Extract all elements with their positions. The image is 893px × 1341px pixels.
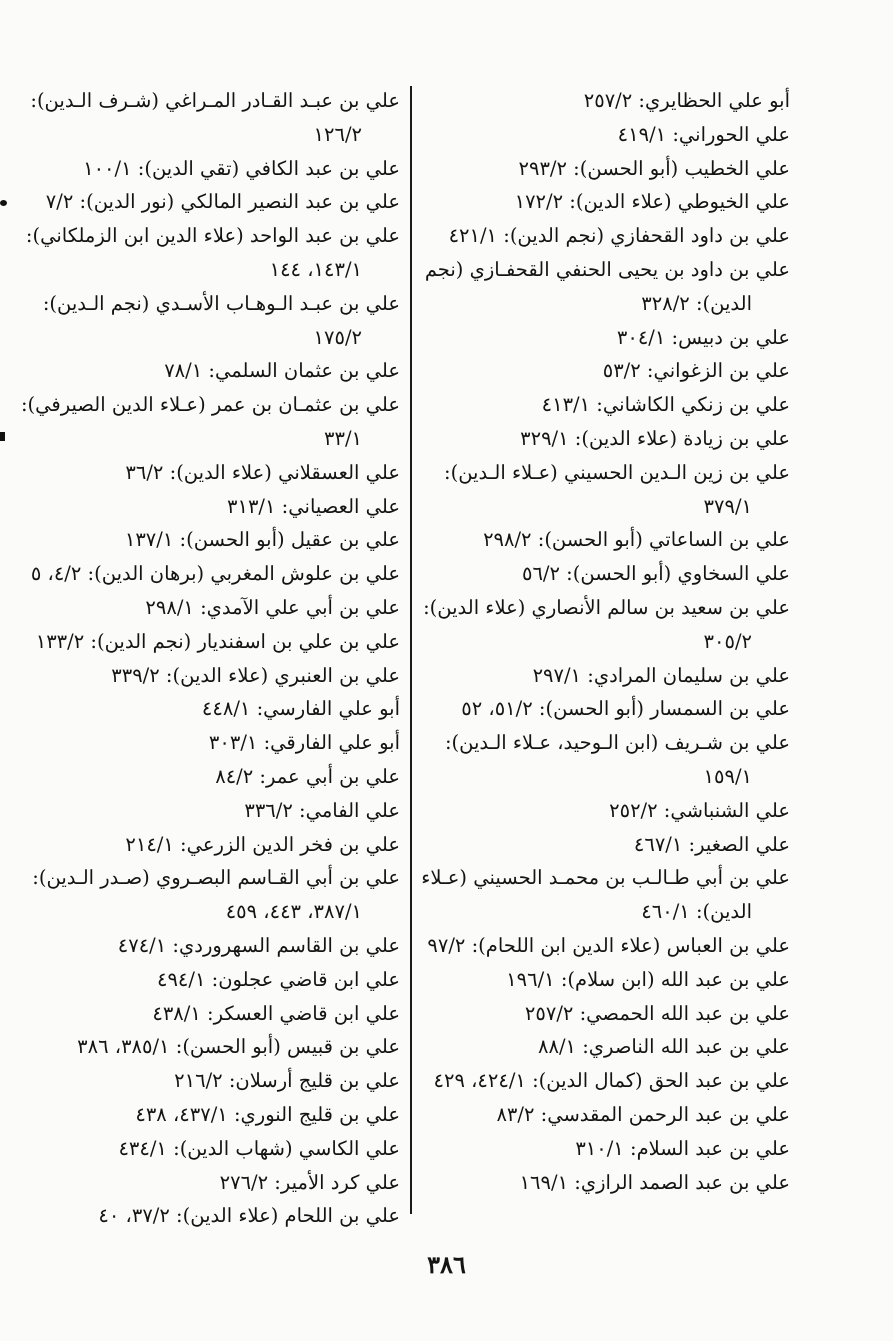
index-entry: [20, 726, 400, 760]
entry-separator: :: [81, 562, 95, 586]
index-entry: [420, 997, 790, 1031]
entry-name: علي بن عبد الله الحمصي: [586, 1001, 790, 1025]
entry-reference: ٣٣٦/٢: [244, 798, 293, 822]
entry-separator: :: [532, 697, 546, 721]
entry-separator: :: [193, 595, 207, 619]
entry-name: علي بن داود بن يحيى الحنفي القحفـازي (نجم: [424, 257, 790, 281]
entry-continuation: الدين): ٣٢٨/٢: [641, 291, 752, 315]
entry-name: علي بن شـريف (ابن الـوحيد، عـلاء الـدين):: [444, 731, 790, 755]
entry-reference: ٢٧٦/٢: [219, 1170, 269, 1194]
entry-reference: ٨٣/٢: [496, 1102, 535, 1126]
index-entry: [20, 1132, 400, 1166]
index-entry: [20, 523, 400, 557]
entry-name: علي بن العباس (علاء الدين ابن اللحام): [478, 933, 790, 957]
entry-reference: ١٩٦/١: [506, 967, 555, 991]
entry-reference: ٣٠٤/١: [616, 325, 666, 349]
entry-name: علي الخيوطي (علاء الدين): [575, 190, 790, 214]
entry-name: أبو علي الفارسي: [263, 697, 400, 721]
entry-separator: :: [590, 393, 603, 417]
index-entry: [420, 84, 790, 118]
entry-reference: ٤٣٧/١، ٤٣٨: [135, 1102, 228, 1126]
entry-name: أبو علي الفارقي: [270, 731, 400, 755]
entry-separator: :: [554, 967, 568, 991]
entry-name: علي الحوراني: [678, 122, 790, 146]
entry-separator: :: [665, 325, 679, 349]
entry-continuation: ١٥٩/١: [703, 764, 752, 788]
entry-name: علي بن الساعاتي (أبو الحسن): [544, 528, 790, 552]
index-column-left: [20, 84, 400, 1233]
entry-reference: ٤١٩/١: [617, 122, 667, 146]
entry-name: علي بن عبد الواحد (علاء الدين ابن الزملكاني):: [25, 224, 400, 248]
entry-name: علي بن عثمـان بن عمر (عـلاء الدين الصيرفي):: [20, 393, 400, 417]
margin-mark: [0, 200, 7, 206]
margin-mark: [0, 432, 5, 441]
entry-separator: :: [497, 224, 510, 248]
entry-separator: :: [581, 663, 594, 687]
entry-name: علي بن قليج النوري: [240, 1102, 400, 1126]
entry-name: علي بن عبـد القـادر المـراغي (شـرف الـدين):: [30, 89, 400, 112]
entry-name: أبو علي الحظايري: [645, 89, 790, 112]
index-entry: [20, 219, 400, 287]
entry-name: علي بن عبد الله (ابن سلام): [567, 967, 790, 991]
entry-reference: ٢٩٣/٢: [518, 156, 567, 180]
entry-reference: ٤/٢، ٥: [30, 562, 82, 586]
index-entry: [20, 1030, 400, 1064]
index-entry: [420, 659, 790, 693]
index-entry: [420, 1132, 790, 1166]
entry-name: علي بن سعيد بن سالم الأنصاري (علاء الدين):: [423, 595, 790, 619]
entry-reference: ٤٧٤/١: [117, 933, 167, 957]
entry-reference: ٧/٢: [45, 190, 74, 214]
entry-name: علي بن عبد الله الناصري: [588, 1035, 790, 1059]
entry-separator: :: [666, 122, 679, 146]
index-entry: [420, 118, 790, 152]
index-entry: [20, 625, 400, 659]
entry-name: علي بن زيادة (علاء الدين): [581, 426, 790, 450]
index-entry: [20, 490, 400, 524]
entry-name: علي بن زين الـدين الحسيني (عـلاء الـدين):: [444, 460, 790, 484]
index-entry: [420, 152, 790, 186]
entry-name: علي بن علوش المغربي (برهان الدين): [94, 562, 400, 586]
entry-separator: :: [205, 967, 219, 991]
index-entry: [20, 1064, 400, 1098]
entry-continuation: ١٧٥/٢: [313, 325, 362, 349]
entry-separator: :: [531, 528, 545, 552]
entry-reference: ٧٨/١: [164, 359, 203, 383]
entry-separator: :: [573, 1001, 587, 1025]
entry-separator: :: [250, 697, 264, 721]
entry-name: علي بن العنبري (علاء الدين): [172, 663, 400, 687]
entry-name: علي ابن قاضي عجلون: [218, 967, 400, 991]
entry-name: علي بن عبد الصمد الرازي: [580, 1170, 790, 1194]
index-entry: [420, 692, 790, 726]
index-entry: [420, 828, 790, 862]
entry-separator: :: [163, 460, 177, 484]
index-entry: [20, 152, 400, 186]
index-entry: [20, 185, 400, 219]
index-entry: [20, 1098, 400, 1132]
entry-separator: :: [623, 1136, 637, 1160]
index-entry: [20, 794, 400, 828]
entry-reference: ٥٣/٢: [602, 359, 641, 383]
entry-separator: :: [166, 1136, 180, 1160]
entry-reference: ٣٦/٢: [125, 460, 164, 484]
entry-continuation: ٣٧٩/١: [703, 494, 752, 518]
entry-name: علي السخاوي (أبو الحسن): [572, 562, 790, 586]
entry-reference: ١٠٠/١: [83, 156, 132, 180]
entry-reference: ٣١٣/١: [227, 494, 276, 518]
index-entry: [20, 828, 400, 862]
entry-reference: ٣٨٥/١، ٣٨٦: [77, 1035, 170, 1059]
entry-reference: ٢٩٧/١: [532, 663, 582, 687]
index-entry: [420, 557, 790, 591]
entry-name: علي بن القاسم السهروردي: [179, 933, 400, 957]
entry-separator: :: [559, 562, 573, 586]
entry-separator: :: [169, 1204, 183, 1228]
index-entry: [420, 219, 790, 253]
entry-name: علي بن الزغواني: [653, 359, 790, 383]
index-entry: [20, 692, 400, 726]
entry-name: علي بن السمسار (أبو الحسن): [545, 697, 790, 721]
entry-reference: ٥٦/٢: [521, 562, 560, 586]
entry-reference: ٤٢٤/١، ٤٢٩: [433, 1069, 526, 1093]
entry-separator: :: [131, 156, 145, 180]
entry-continuation: ٣٠٥/٢: [703, 629, 752, 653]
index-entry: [420, 794, 790, 828]
entry-separator: :: [682, 832, 696, 856]
entry-separator: :: [227, 1102, 241, 1126]
entry-name: علي كرد الأمير: [280, 1170, 400, 1194]
entry-name: علي بن عبد الحق (كمال الدين): [538, 1069, 790, 1093]
entry-continuation: الدين): ٤٦٠/١: [641, 900, 752, 924]
entry-reference: ٨٨/١: [538, 1035, 577, 1059]
entry-name: علي الفامي: [305, 798, 400, 822]
entry-reference: ٤٤٨/١: [201, 697, 251, 721]
entry-name: علي بن قبيس (أبو الحسن): [182, 1035, 400, 1059]
entry-reference: ٢٥٧/٢: [524, 1001, 574, 1025]
index-entry: [420, 422, 790, 456]
entry-separator: :: [566, 156, 580, 180]
entry-reference: ١٣٣/٢: [35, 629, 85, 653]
entry-separator: :: [576, 1035, 589, 1059]
index-entry: [20, 557, 400, 591]
index-entry: [420, 185, 790, 219]
index-entry: [420, 253, 790, 321]
index-entry: [20, 1166, 400, 1200]
entry-separator: :: [173, 528, 187, 552]
entry-reference: ٩٧/٢: [427, 933, 466, 957]
entry-separator: :: [568, 1170, 581, 1194]
entry-separator: :: [222, 1069, 236, 1093]
entry-separator: :: [568, 426, 582, 450]
index-entry: [420, 456, 790, 524]
entry-separator: :: [166, 933, 180, 957]
entry-continuation: ١٤٣/١، ١٤٤: [269, 257, 362, 281]
entry-continuation: ٣٨٧/١، ٤٤٣، ٤٥٩: [225, 900, 362, 924]
entry-separator: :: [200, 1001, 214, 1025]
entry-name: علي بن سليمان المرادي: [593, 663, 790, 687]
entry-name: علي بن داود القحفازي (نجم الدين): [509, 224, 790, 248]
entry-separator: :: [268, 1170, 281, 1194]
entry-separator: :: [84, 629, 97, 653]
index-entry: [420, 963, 790, 997]
entry-name: علي العصياني: [288, 494, 400, 518]
entry-reference: ١٦٩/١: [519, 1170, 569, 1194]
index-entry: [420, 523, 790, 557]
index-entry: [20, 997, 400, 1031]
entry-reference: ٢١٤/١: [125, 832, 174, 856]
entry-separator: :: [292, 798, 306, 822]
entry-name: علي بن عقيل (أبو الحسن): [186, 528, 400, 552]
entry-separator: :: [465, 933, 479, 957]
entry-separator: :: [253, 764, 267, 788]
index-entry: [420, 861, 790, 929]
entry-name: علي بن فخر الدين الزرعي: [186, 832, 400, 856]
entry-separator: :: [169, 1035, 183, 1059]
index-entry: [420, 354, 790, 388]
entry-separator: :: [159, 663, 173, 687]
index-entry: [20, 1199, 400, 1233]
entry-separator: :: [73, 190, 87, 214]
entry-separator: :: [525, 1069, 539, 1093]
entry-name: علي بن أبي القـاسم البصـروي (صـدر الـدين):: [32, 866, 400, 890]
index-entry: [420, 321, 790, 355]
index-entry: [420, 929, 790, 963]
index-entry: [20, 456, 400, 490]
entry-reference: ١٣٧/١: [124, 528, 174, 552]
entry-separator: :: [173, 832, 187, 856]
index-entry: [420, 591, 790, 659]
entry-reference: ٥١/٢، ٥٢: [461, 697, 533, 721]
entry-reference: ٤٢١/١: [448, 224, 498, 248]
index-entry: [20, 388, 400, 456]
index-column-right: [420, 84, 790, 1199]
entry-continuation: ١٢٦/٢: [313, 122, 362, 146]
entry-separator: :: [563, 190, 576, 214]
entry-name: علي الشنباشي: [670, 798, 790, 822]
index-entry: [20, 84, 400, 152]
entry-name: علي بن دبيس: [678, 325, 790, 349]
entry-name: علي بن أبي عمر: [266, 764, 400, 788]
entry-name: علي العسقلاني (علاء الدين): [176, 460, 400, 484]
entry-reference: ٤١٣/١: [541, 393, 591, 417]
entry-reference: ٢٩٨/٢: [483, 528, 532, 552]
entry-reference: ٣٢٩/١: [520, 426, 569, 450]
entry-name: علي بن أبي علي الآمدي: [206, 595, 400, 619]
entry-name: علي بن عبد الرحمن المقدسي: [547, 1102, 790, 1126]
entry-name: علي بن عثمان السلمي: [214, 359, 400, 383]
entry-name: علي بن عبـد الـوهـاب الأسـدي (نجم الـدين):: [42, 291, 400, 315]
entry-name: علي بن عبد النصير المالكي (نور الدين): [86, 190, 400, 214]
entry-separator: :: [657, 798, 671, 822]
index-entry: [420, 1030, 790, 1064]
entry-separator: :: [257, 731, 271, 755]
entry-name: علي الصغير: [695, 832, 790, 856]
entry-separator: :: [640, 359, 654, 383]
index-entry: [420, 1166, 790, 1200]
entry-reference: ٣٣٩/٢: [111, 663, 160, 687]
entry-name: علي بن قليج أرسلان: [235, 1069, 400, 1093]
entry-reference: ٤٩٤/١: [156, 967, 206, 991]
entry-reference: ٨٤/٢: [215, 764, 254, 788]
entry-continuation: ٣٣/١: [324, 426, 362, 450]
entry-reference: ٣٠٣/١: [208, 731, 258, 755]
index-entry: [420, 1064, 790, 1098]
page-number: ٣٨٦: [427, 1250, 466, 1279]
index-entry: [20, 760, 400, 794]
index-entry: [420, 1098, 790, 1132]
entry-reference: ٤٦٧/١: [633, 832, 683, 856]
index-entry: [20, 287, 400, 355]
entry-name: علي بن عبد الكافي (تقي الدين): [144, 156, 400, 180]
entry-reference: ٣١٠/١: [575, 1136, 624, 1160]
entry-name: علي بن زنكي الكاشاني: [602, 393, 790, 417]
entry-name: علي بن علي بن اسفنديار (نجم الدين): [96, 629, 400, 653]
entry-name: علي الخطيب (أبو الحسن): [579, 156, 790, 180]
index-entry: [20, 354, 400, 388]
entry-separator: :: [275, 494, 289, 518]
index-entry: [20, 929, 400, 963]
entry-name: علي بن عبد السلام: [636, 1136, 790, 1160]
entry-separator: :: [202, 359, 215, 383]
entry-reference: ٤٣٤/١: [118, 1136, 167, 1160]
entry-reference: ٢٥٢/٢: [609, 798, 658, 822]
entry-separator: :: [632, 89, 645, 112]
column-divider: [410, 86, 412, 1214]
entry-reference: ١٧٢/٢: [514, 190, 564, 214]
entry-reference: ٢٩٨/١: [145, 595, 194, 619]
entry-reference: ٣٧/٢، ٤٠: [98, 1204, 170, 1228]
index-entry: [20, 591, 400, 625]
index-entry: [20, 659, 400, 693]
entry-reference: ٤٣٨/١: [152, 1001, 201, 1025]
entry-reference: ٢١٦/٢: [174, 1069, 223, 1093]
index-entry: [20, 963, 400, 997]
entry-name: علي الكاسي (شهاب الدين): [179, 1136, 400, 1160]
entry-reference: ٢٥٧/٢: [583, 89, 633, 112]
entry-name: علي ابن قاضي العسكر: [213, 1001, 400, 1025]
index-entry: [420, 726, 790, 794]
entry-name: علي بن اللحام (علاء الدين): [182, 1204, 400, 1228]
entry-name: علي بن أبي طـالـب بن محمـد الحسيني (عـلاء: [421, 866, 790, 890]
index-entry: [20, 861, 400, 929]
index-entry: [420, 388, 790, 422]
entry-separator: :: [534, 1102, 548, 1126]
